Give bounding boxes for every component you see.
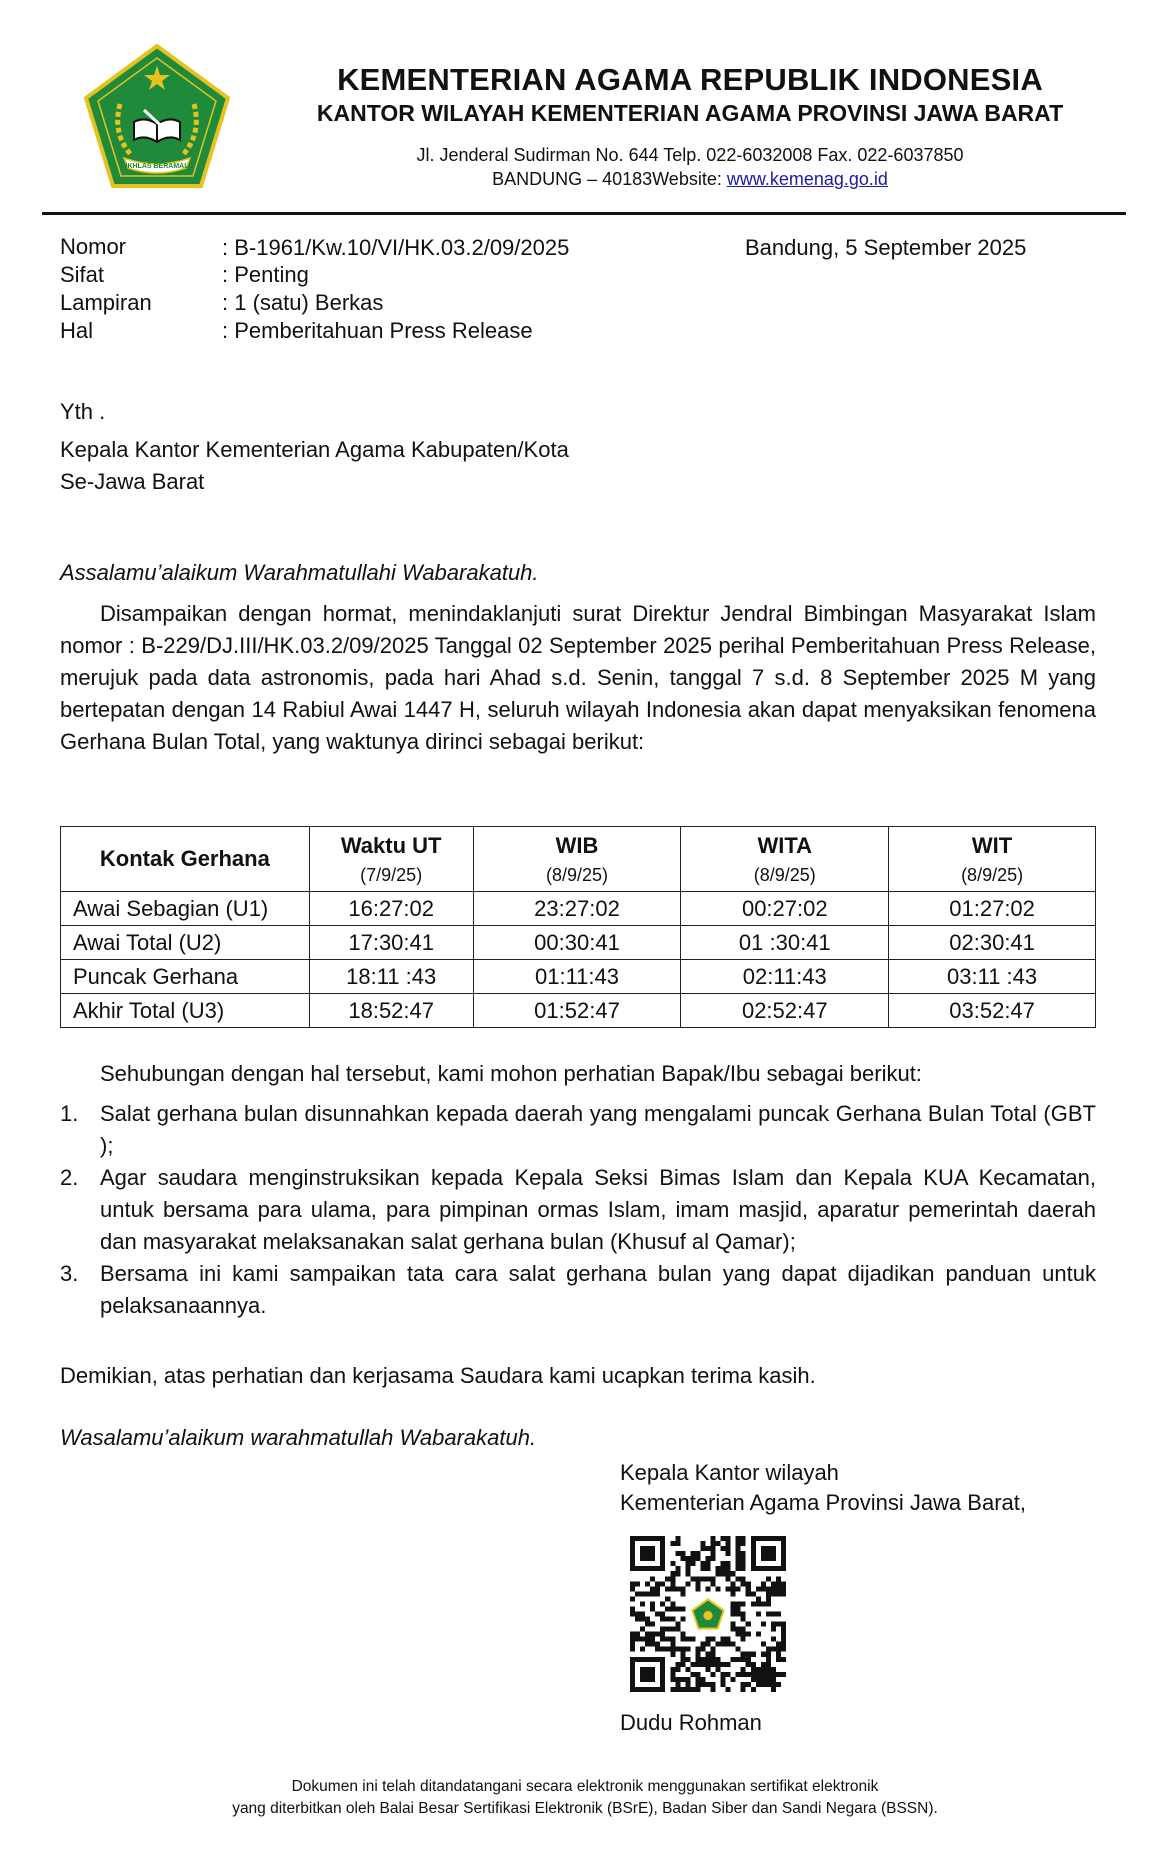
hal-label: Hal <box>60 318 94 343</box>
greeting: Assalamu’alaikum Warahmatullahi Wabarakatuh. <box>60 560 539 585</box>
table-cell: 16:27:02 <box>309 892 473 926</box>
header-ut-title: Waktu UT <box>340 832 442 858</box>
table-cell: 00:27:02 <box>681 892 889 926</box>
signature-title-line-1: Kepala Kantor wilayah <box>620 1460 839 1485</box>
intro-paragraph: Disampaikan dengan hormat, menindaklanjuti surat Direktur Jendral Bimbingan Masyarakat Islam nomor : B-229/DJ.III/HK.03.2/09/2025 Tanggal 02 September 2025 perihal Pemberitahuan Press Release, merujuk pada data astronomis, pada hari Ahad s.d. Senin, tanggal 7 s.d. 8 September 2025 M yang bertepatan dengan 14 Rabiul Awai 1447 H, seluruh wilayah Indonesia akan dapat menyaksikan fenomena Gerhana Bulan Total, yang waktunya dirinci sebagai berikut: <box>60 601 1096 754</box>
list-item <box>60 1098 1096 1162</box>
table-cell: Akhir Total (U3) <box>61 994 310 1028</box>
recipient-line-2: Se-Jawa Barat <box>60 469 205 494</box>
signature-title-line-2: Kementerian Agama Provinsi Jawa Barat, <box>620 1490 1026 1515</box>
table-cell: 00:30:41 <box>473 926 681 960</box>
header-ut-date: (7/9/25) <box>360 864 423 885</box>
office-title: KANTOR WILAYAH KEMENTERIAN AGAMA PROVINSI JAWA BARAT <box>316 100 1064 126</box>
table-cell: 18:52:47 <box>309 994 473 1028</box>
list-item-text: Agar saudara menginstruksikan kepada Kepala Seksi Bimas Islam dan Kepala KUA Kecamatan, untuk bersama para ulama, para pimpinan ormas Islam, imam masjid, aparatur pemerintah daerah dan masyarakat melaksanakan salat gerhana bulan (Khusuf al Qamar); <box>100 1165 1096 1254</box>
list-item-number: 1. <box>60 1101 79 1126</box>
header-wita <box>681 827 889 892</box>
table-cell: 17:30:41 <box>309 926 473 960</box>
salutation-yth: Yth . <box>60 399 106 424</box>
letter-date: Bandung, 5 September 2025 <box>745 235 1027 260</box>
address-line-1: Jl. Jenderal Sudirman No. 644 Telp. 022-6032008 Fax. 022-6037850 <box>416 145 964 165</box>
table-cell: 01 :30:41 <box>681 926 889 960</box>
sifat-value: : Penting <box>222 262 309 287</box>
header-wib <box>473 827 681 892</box>
table-cell: 02:52:47 <box>681 994 889 1028</box>
table-cell: Awai Total (U2) <box>61 926 310 960</box>
recipient <box>60 434 760 498</box>
table-row <box>61 892 1096 926</box>
table-cell: 01:52:47 <box>473 994 681 1028</box>
eclipse-schedule-table <box>60 826 1096 1028</box>
sifat-label: Sifat <box>60 262 105 287</box>
lampiran-label: Lampiran <box>60 290 152 315</box>
nomor-label: Nomor <box>60 234 127 259</box>
header-kontak-title: Kontak Gerhana <box>99 846 270 871</box>
footer-line-1: Dokumen ini telah ditandatangani secara elektronik menggunakan sertifikat elektronik <box>291 1778 879 1795</box>
address-line-2 <box>260 167 1120 191</box>
svg-text:IKHLAS BERAMAL: IKHLAS BERAMAL <box>125 163 189 170</box>
header-wit <box>889 827 1096 892</box>
list-item <box>60 1162 1096 1258</box>
list-item-text: Bersama ini kami sampaikan tata cara salat gerhana bulan yang dapat dijadikan panduan untuk pelaksanaannya. <box>100 1261 1096 1318</box>
header-wit-date: (8/9/25) <box>961 864 1024 885</box>
header-wita-title: WITA <box>757 832 813 858</box>
hal-value: : Pemberitahuan Press Release <box>222 318 533 343</box>
e-signature-footer <box>60 1776 1110 1820</box>
list-item-number: 2. <box>60 1165 79 1190</box>
header-wit-title: WIT <box>971 832 1013 858</box>
header-wib-date: (8/9/25) <box>545 864 609 885</box>
address-city: BANDUNG – 40183Website: <box>492 169 727 189</box>
qr-code <box>630 1536 786 1692</box>
table-cell: 03:11 :43 <box>889 960 1096 994</box>
letterhead-address <box>260 143 1120 191</box>
kemenag-logo <box>82 44 232 190</box>
instruction-list <box>60 1098 1096 1322</box>
table-cell: 01:11:43 <box>473 960 681 994</box>
followup-paragraph: Sehubungan dengan hal tersebut, kami mohon perhatian Bapak/Ibu sebagai berikut: <box>100 1061 922 1086</box>
list-item <box>60 1258 1096 1322</box>
table-header-row <box>61 827 1096 892</box>
lampiran-value: : 1 (satu) Berkas <box>222 290 384 315</box>
list-item-number: 3. <box>60 1261 79 1286</box>
ministry-title: KEMENTERIAN AGAMA REPUBLIK INDONESIA <box>337 62 1043 97</box>
farewell: Wasalamu’alaikum warahmatullah Wabarakatuh. <box>60 1425 537 1450</box>
website-link[interactable]: www.kemenag.go.id <box>726 169 888 189</box>
header-wib-title: WIB <box>555 832 599 858</box>
footer-line-2: yang diterbitkan oleh Balai Besar Sertifikasi Elektronik (BSrE), Badan Siber dan Sandi Negara (BSSN). <box>232 1800 938 1817</box>
table-row <box>61 926 1096 960</box>
recipient-line-1: Kepala Kantor Kementerian Agama Kabupaten/Kota <box>60 437 569 462</box>
table-cell: Awai Sebagian (U1) <box>61 892 310 926</box>
closing-paragraph: Demikian, atas perhatian dan kerjasama Saudara kami ucapkan terima kasih. <box>60 1363 816 1388</box>
table-row <box>61 960 1096 994</box>
header-wita-date: (8/9/25) <box>753 864 816 885</box>
nomor-value: : B-1961/Kw.10/VI/HK.03.2/09/2025 <box>222 235 570 260</box>
header-ut <box>309 827 473 892</box>
table-cell: 02:30:41 <box>889 926 1096 960</box>
signature-title <box>620 1458 1026 1518</box>
signatory-name: Dudu Rohman <box>620 1710 762 1735</box>
header-kontak <box>61 827 310 892</box>
table-cell: 23:27:02 <box>473 892 681 926</box>
table-cell: 03:52:47 <box>889 994 1096 1028</box>
letterhead-divider <box>42 212 1126 215</box>
table-row <box>61 994 1096 1028</box>
table-cell: 01:27:02 <box>889 892 1096 926</box>
list-item-text: Salat gerhana bulan disunnahkan kepada daerah yang mengalami puncak Gerhana Bulan Total (GBT ); <box>100 1101 1096 1158</box>
table-cell: 18:11 :43 <box>309 960 473 994</box>
table-cell: Puncak Gerhana <box>61 960 310 994</box>
table-cell: 02:11:43 <box>681 960 889 994</box>
